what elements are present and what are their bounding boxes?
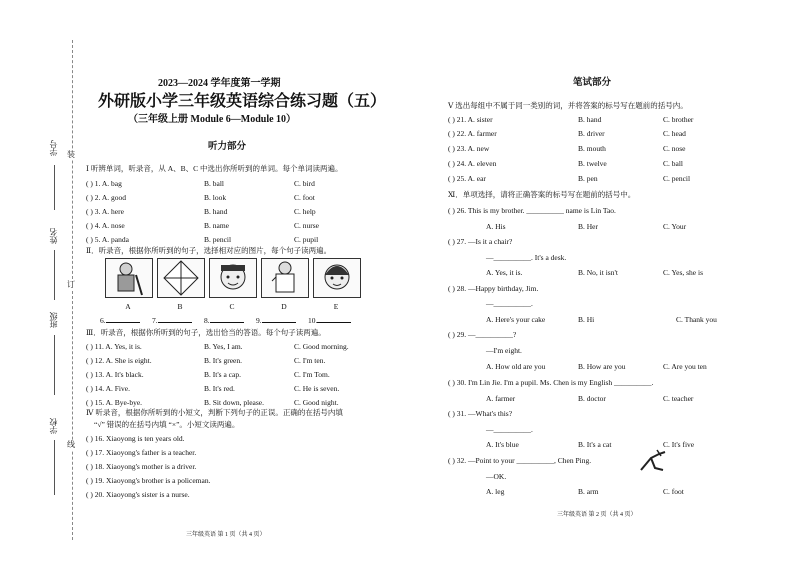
option-c: C. nurse [294, 221, 319, 230]
question-29[interactable]: ( ) 29. —__________? [448, 330, 517, 339]
question-21[interactable]: ( ) 21. A. sister [448, 115, 493, 124]
option-c: C. brother [663, 115, 694, 124]
blank-9[interactable]: 9. [256, 314, 296, 325]
side-label-student-id: 学号 [49, 140, 58, 156]
option-b: B. name [204, 221, 229, 230]
option-c: C. pencil [663, 174, 691, 183]
question-15[interactable]: ( ) 15. A. Bye-bye. [86, 398, 143, 407]
option-b: B. Sit down, please. [204, 398, 264, 407]
option-b: B. doctor [578, 394, 606, 403]
option-a: A. Yes, it is. [486, 268, 523, 277]
pointing-hand-picture [637, 448, 669, 474]
question-31-response[interactable]: —__________. [486, 425, 533, 434]
option-c: C. Your [663, 222, 687, 231]
picture-e-girl [313, 258, 361, 298]
binding-mark: 装 [67, 150, 75, 159]
option-c: C. Good night. [294, 398, 339, 407]
exam-title: 外研版小学三年级英语综合练习题（五） [98, 91, 387, 110]
page-footer: 三年级英语 第 1 页（共 4 页） [186, 532, 266, 538]
section-4-instructions: Ⅳ 听录音，根据你所听到的小短文，判断下列句子的正误。正确的在括号内填 [86, 408, 343, 417]
option-b: B. Yes, I am. [204, 342, 243, 351]
option-a: A. It's blue [486, 440, 519, 449]
question-31[interactable]: ( ) 31. —What's this? [448, 409, 513, 418]
option-b: B. ball [204, 179, 224, 188]
option-c: C. I'm Tom. [294, 370, 330, 379]
picture-d-doctor [261, 258, 309, 298]
option-c: C. I'm ten. [294, 356, 326, 365]
side-fill-line [54, 250, 55, 300]
option-b: B. It's a cap. [204, 370, 241, 379]
writing-part-title: 笔试部分 [573, 78, 612, 88]
question-14[interactable]: ( ) 14. A. Five. [86, 384, 130, 393]
blank-8[interactable]: 8. [204, 314, 244, 325]
option-b: B. Hi [578, 315, 595, 324]
option-c: C. Yes, she is [663, 268, 704, 277]
girl-face-icon [314, 259, 360, 297]
picture-label: A [125, 302, 131, 311]
option-b: B. How are you [578, 362, 626, 371]
picture-c-boy [209, 258, 257, 298]
side-fill-line [54, 440, 55, 495]
option-c: C. Good morning. [294, 342, 349, 351]
binding-mark: 线 [67, 440, 75, 449]
picture-a-grandpa [105, 258, 153, 298]
section-3-instructions: Ⅲ．听录音，根据你所听到的句子，选出恰当的答语。每个句子读两遍。 [86, 328, 326, 337]
option-b: B. pencil [204, 235, 232, 244]
option-c: C. Thank you [676, 315, 717, 324]
question-18[interactable]: ( ) 18. Xiaoyong's mother is a driver. [86, 462, 197, 471]
side-label-class: 班级 [49, 312, 58, 328]
option-c: C. nose [663, 144, 686, 153]
option-b: B. It's a cat [578, 440, 612, 449]
side-label-name: 姓名 [49, 228, 58, 244]
question-27[interactable]: ( ) 27. —Is it a chair? [448, 237, 513, 246]
question-28[interactable]: ( ) 28. —Happy birthday, Jim. [448, 284, 539, 293]
side-fill-line [54, 335, 55, 395]
option-c: C. pupil [294, 235, 319, 244]
picture-label: B [177, 302, 183, 311]
question-11[interactable]: ( ) 11. A. Yes, it is. [86, 342, 142, 351]
option-c: C. foot [663, 487, 684, 496]
question-12[interactable]: ( ) 12. A. She is eight. [86, 356, 152, 365]
exam-subtitle: （三年级上册 Module 6—Module 10） [128, 114, 297, 125]
option-b: B. It's red. [204, 384, 235, 393]
section-1-instructions: Ⅰ 听辨单词，听录音，从 A、B、C 中选出你所听到的单词。每个单词读两遍。 [86, 164, 343, 173]
option-b: B. twelve [578, 159, 607, 168]
question-22[interactable]: ( ) 22. A. farmer [448, 129, 497, 138]
question-19[interactable]: ( ) 19. Xiaoyong's brother is a policeman. [86, 476, 211, 485]
option-c: C. help [294, 207, 316, 216]
listening-part-title: 听力部分 [208, 142, 247, 152]
picture-label: C [229, 302, 235, 311]
question-4[interactable]: ( ) 4. A. nose [86, 221, 125, 230]
section-4-instructions-line2: “√” 错误的在括号内填 “×”。小短文读两遍。 [94, 420, 240, 429]
option-c: C. head [663, 129, 686, 138]
blank-6[interactable]: 6. [100, 314, 140, 325]
kite-icon [158, 259, 204, 297]
side-fill-line [54, 165, 55, 210]
old-man-icon [106, 259, 152, 297]
option-b: B. It's green. [204, 356, 243, 365]
question-2[interactable]: ( ) 2. A. good [86, 193, 126, 202]
option-c: C. foot [294, 193, 315, 202]
question-1[interactable]: ( ) 1. A. bag [86, 179, 122, 188]
question-17[interactable]: ( ) 17. Xiaoyong's father is a teacher. [86, 448, 197, 457]
option-a: A. farmer [486, 394, 516, 403]
binding-margin-line [72, 40, 73, 540]
option-c: C. He is seven. [294, 384, 340, 393]
picture-b-kite [157, 258, 205, 298]
boy-face-icon [210, 259, 256, 297]
blank-10[interactable]: 10. [308, 314, 351, 325]
question-24[interactable]: ( ) 24. A. eleven [448, 159, 497, 168]
option-b: B. No, it isn't [578, 268, 618, 277]
picture-label: D [281, 302, 287, 311]
question-26[interactable]: ( ) 26. This is my brother. __________ name is Lin Tao. [448, 206, 616, 215]
picture-label: E [333, 302, 339, 311]
leg-pointing-icon [637, 448, 669, 474]
question-13[interactable]: ( ) 13. A. It's black. [86, 370, 144, 379]
question-32[interactable]: ( ) 32. —Point to your __________, Chen Ping. [448, 456, 592, 465]
question-29-response: —I'm eight. [486, 346, 522, 355]
option-b: B. hand [204, 207, 228, 216]
option-c: C. It's five [663, 440, 695, 449]
option-a: A. His [486, 222, 506, 231]
question-20[interactable]: ( ) 20. Xiaoyong's sister is a nurse. [86, 490, 190, 499]
side-label-school: 学校 [49, 418, 58, 434]
option-b: B. pen [578, 174, 598, 183]
option-c: C. bird [294, 179, 315, 188]
doctor-icon [262, 259, 308, 297]
question-28-response[interactable]: —__________. [486, 299, 533, 308]
term-heading: 2023—2024 学年度第一学期 [158, 78, 281, 89]
question-3[interactable]: ( ) 3. A. here [86, 207, 124, 216]
question-27-response[interactable]: —__________. It's a desk. [486, 253, 567, 262]
option-b: B. look [204, 193, 227, 202]
option-b: B. Her [578, 222, 598, 231]
binding-mark: 订 [67, 280, 75, 289]
option-b: B. mouth [578, 144, 606, 153]
question-16[interactable]: ( ) 16. Xiaoyong is ten years old. [86, 434, 185, 443]
page-footer: 三年级英语 第 2 页（共 4 页） [557, 512, 637, 518]
option-b: B. arm [578, 487, 599, 496]
option-b: B. driver [578, 129, 605, 138]
option-b: B. hand [578, 115, 602, 124]
section-2-instructions: Ⅱ．听录音，根据你所听到的句子，选择相对应的图片，每个句子读两遍。 [86, 246, 332, 255]
question-25[interactable]: ( ) 25. A. ear [448, 174, 486, 183]
option-a: A. Here's your cake [486, 315, 546, 324]
option-a: A. leg [486, 487, 505, 496]
question-5[interactable]: ( ) 5. A. panda [86, 235, 129, 244]
blank-7[interactable]: 7. [152, 314, 192, 325]
option-c: C. Are you ten [663, 362, 707, 371]
section-5-instructions: Ⅴ 选出每组中不属于同一类别的词，并将答案的标号写在题前的括号内。 [448, 101, 688, 110]
option-c: C. teacher [663, 394, 694, 403]
question-32-response: —OK. [486, 472, 507, 481]
option-c: C. ball [663, 159, 683, 168]
section-6-instructions: Ⅺ．单项选择，请将正确答案的标号写在题前的括号中。 [448, 190, 636, 199]
question-30[interactable]: ( ) 30. I'm Lin Jie. I'm a pupil. Ms. Chen is my English __________. [448, 378, 654, 387]
option-a: A. How old are you [486, 362, 546, 371]
question-23[interactable]: ( ) 23. A. new [448, 144, 490, 153]
